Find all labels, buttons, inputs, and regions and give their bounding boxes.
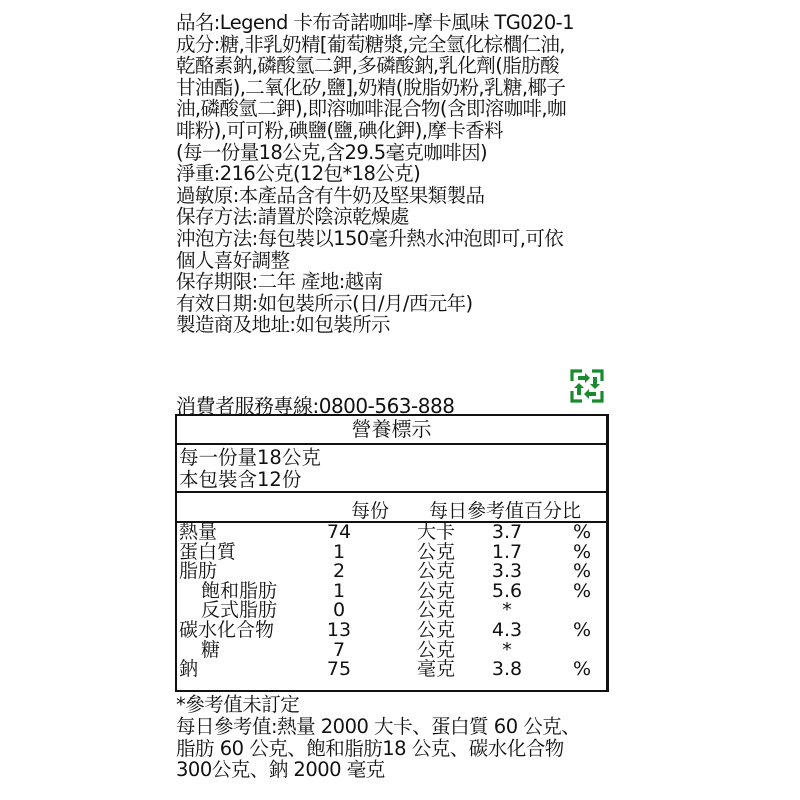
nutrient-name: 碳水化合物	[179, 618, 275, 641]
nutrient-daily-pct: 4.3	[491, 618, 523, 641]
nutrient-unit: 毫克	[417, 658, 456, 681]
nutrient-unit: 公克	[417, 579, 456, 602]
nutrient-name: 鈉	[179, 658, 199, 681]
nutrition-row	[177, 540, 606, 563]
nutrient-daily-pct: 3.7	[491, 521, 523, 543]
info-line-net-weight: 淨重:216公克(12包*18公克)	[176, 162, 421, 186]
info-line-brewing-2: 個人喜好調整	[176, 248, 290, 272]
info-line-expiry: 有效日期:如包裝所示(日/月/西元年)	[176, 291, 473, 315]
col-per-serving: 每份	[351, 500, 390, 522]
nutrient-unit: 公克	[417, 638, 456, 661]
nutrient-value: 13	[326, 618, 352, 641]
serving-info	[177, 445, 606, 493]
info-line-ingredients-4: 油,磷酸氫二鉀),即溶咖啡混合物(含即溶咖啡,咖	[176, 97, 566, 121]
consumer-hotline: 消費者服務專線:0800-563-888	[176, 394, 455, 418]
serving-size: 每一份量18公克	[179, 446, 321, 469]
nutrient-name: 反式脂肪	[201, 599, 278, 622]
nutrient-name: 糖	[201, 638, 221, 661]
nutrient-unit: 公克	[417, 540, 456, 563]
nutrition-row	[177, 638, 606, 661]
nutrient-value: 1	[332, 540, 346, 563]
nutrient-unit: 公克	[417, 618, 456, 641]
info-line-ingredients-2: 乾酪素鈉,磷酸氫二鉀,多磷酸鈉,乳化劑(脂肪酸	[176, 54, 559, 78]
footnote-line-2: 每日參考值:熱量 2000 大卡、蛋白質 60 公克、	[176, 714, 581, 738]
info-line-shelf-life: 保存期限:二年 產地:越南	[176, 270, 383, 294]
nutrient-value: 0	[332, 599, 346, 622]
info-line-storage: 保存方法:請置於陰涼乾燥處	[176, 205, 409, 229]
nutrient-pct-symbol: %	[573, 560, 592, 583]
nutrition-row	[177, 562, 606, 582]
info-line-brewing-1: 沖泡方法:每包裝以150毫升熱水沖泡即可,可依	[176, 226, 564, 250]
info-line-caffeine: (每一份量18公克,含29.5毫克咖啡因)	[176, 140, 488, 164]
info-line-ingredients-5: 啡粉),可可粉,碘鹽(鹽,碘化鉀),摩卡香料	[176, 118, 503, 142]
product-info	[176, 12, 626, 336]
nutrient-daily-pct: 3.3	[491, 560, 523, 583]
info-line-ingredients-1: 成分:糖,非乳奶精[葡萄糖漿,完全氫化棕櫚仁油,	[176, 32, 565, 56]
footnote-line-1: *參考值未訂定	[176, 693, 300, 716]
recycle-icon	[568, 367, 606, 405]
nutrient-daily-pct: 3.8	[491, 658, 523, 681]
nutrient-value: 75	[326, 658, 352, 681]
nutrient-unit: 公克	[417, 599, 456, 622]
col-daily-pct: 每日參考值百分比	[429, 500, 582, 522]
footnote-line-4: 300公克、鈉 2000 毫克	[176, 758, 385, 782]
nutrient-pct-symbol: %	[573, 618, 592, 641]
nutrient-unit: 公克	[417, 560, 456, 583]
nutrient-value: 1	[332, 579, 346, 602]
info-line-manufacturer: 製造商及地址:如包裝所示	[176, 313, 390, 337]
nutrient-daily-pct: 5.6	[491, 579, 523, 602]
nutrient-daily-pct: 1.7	[491, 540, 523, 563]
nutrient-name: 飽和脂肪	[201, 579, 278, 602]
nutrition-row	[177, 618, 606, 641]
nutrient-value: 7	[332, 638, 346, 661]
nutrient-value: 74	[326, 521, 352, 543]
nutrient-unit: 大卡	[417, 521, 456, 543]
nutrition-row	[177, 523, 606, 543]
nutrition-row	[177, 660, 606, 680]
servings-per-pack: 本包裝含12份	[179, 468, 302, 491]
nutrient-name: 脂肪	[179, 560, 218, 583]
nutrient-name: 熱量	[179, 521, 218, 543]
nutrient-pct-symbol: %	[573, 658, 592, 681]
nutrition-title: 營養標示	[177, 416, 606, 445]
info-line-ingredients-3: 甘油酯),二氧化矽,鹽],奶精(脫脂奶粉,乳糖,椰子	[176, 75, 566, 99]
nutrient-value: 2	[332, 560, 346, 583]
nutrient-pct-symbol: %	[573, 579, 592, 602]
nutrition-facts-table	[175, 414, 609, 692]
info-line-allergen: 過敏原:本產品含有牛奶及堅果類製品	[176, 183, 485, 207]
info-line-product-name: 品名:Legend 卡布奇諾咖啡-摩卡風味 TG020-1	[176, 11, 574, 34]
nutrient-daily-pct: *	[502, 638, 512, 661]
nutrient-pct-symbol: %	[573, 521, 592, 543]
nutrient-daily-pct: *	[502, 599, 512, 622]
nutrient-pct-symbol: %	[573, 540, 592, 563]
footnote	[176, 694, 616, 781]
nutrition-rows	[177, 523, 606, 680]
nutrition-header-row	[177, 493, 606, 523]
footnote-line-3: 脂肪 60 公克、飽和脂肪18 公克、碳水化合物	[176, 736, 564, 760]
nutrient-name: 蛋白質	[179, 540, 237, 563]
